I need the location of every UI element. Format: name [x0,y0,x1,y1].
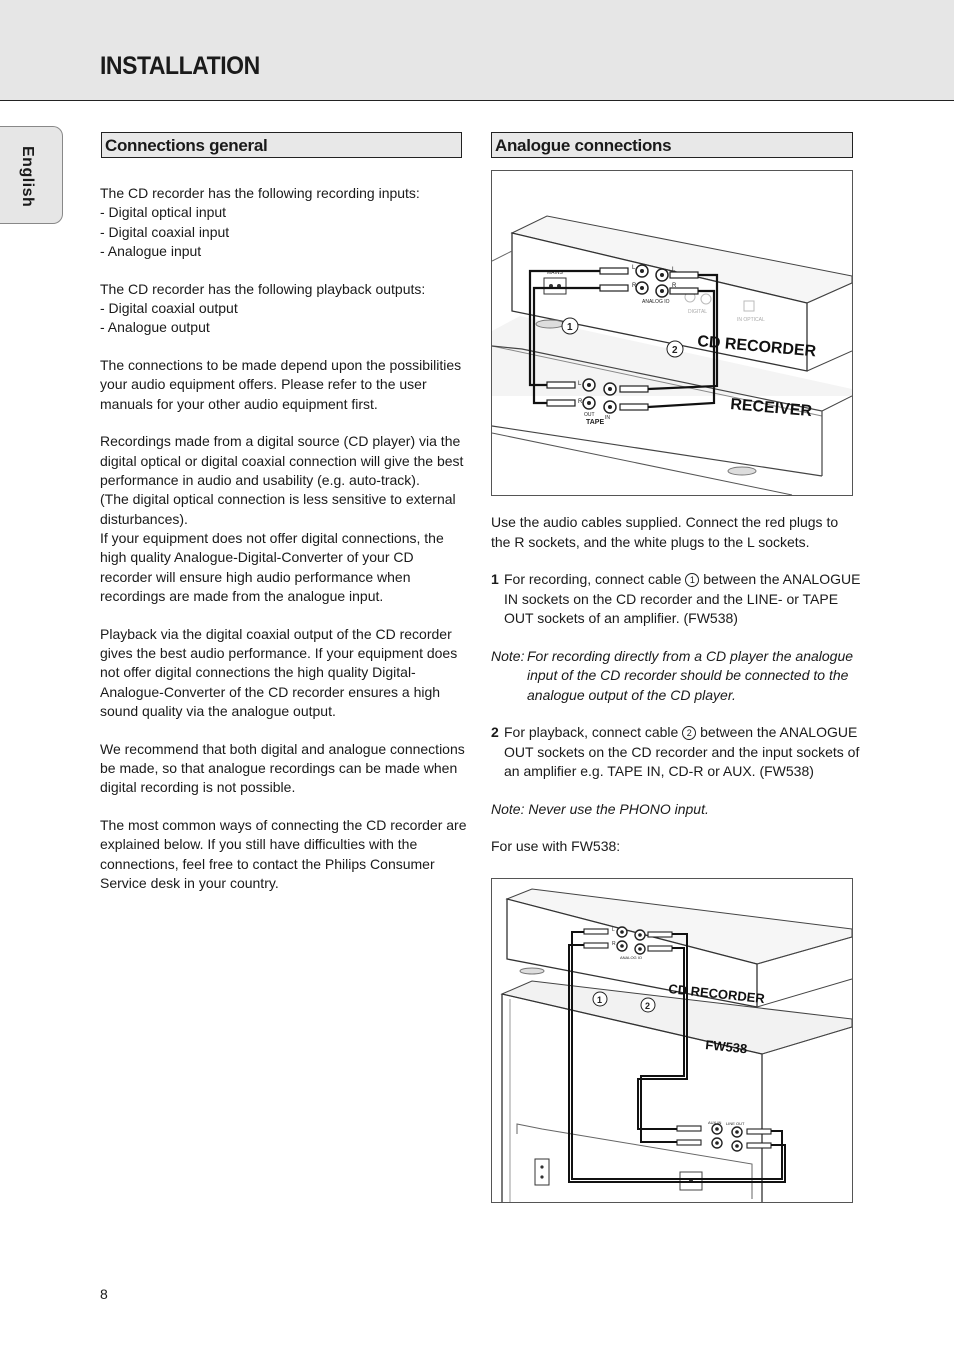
header-band [0,0,954,101]
paragraph-playback-digital: Playback via the digital coaxial output of the CD recorder gives the best audio performance. If your equipment does not offer digital connections the high quality Digital-Analogue-Converter of the CD recorder ensures a high sound quality via the analogue output. [100,625,458,719]
aux-in-label: AUX IN [708,1120,722,1125]
cable-1-label: 1 [567,322,573,333]
step-number: 1 [491,571,499,587]
svg-text:L: L [672,267,676,273]
page-number: 8 [100,1286,108,1302]
cable-2-circle: 2 [682,726,696,740]
note-analogue-input [491,647,861,706]
text-line: Recordings made from a digital source (CD player) via the digital optical or digital coaxial connection will give the best performance in audio and usability (e.g. auto-track). [100,433,464,489]
step-1 [491,570,861,629]
step-text: For playback, connect cable [504,724,683,740]
figure-cd-recorder-fw538 [491,878,853,1203]
cable-1-circle: 1 [685,573,699,587]
svg-text:R: R [578,399,583,405]
list-item: - Analogue input [100,242,202,259]
socket-label-r: R [612,941,616,947]
digital-label: DIGITAL [688,309,708,315]
socket-label-r: R [632,283,637,289]
page-title: INSTALLATION [100,52,260,80]
svg-text:R: R [672,283,677,289]
socket-label-l: L [632,265,636,271]
section-heading-analogue-connections: Analogue connections [491,132,853,158]
out-label: OUT [584,412,595,418]
step-text: between the ANALOGUE IN sockets on the CD recorder and the LINE- or TAPE OUT sockets of an amplifier. (FW538) [504,571,861,626]
socket-label-l: L [612,927,615,933]
cable-1-label: 1 [597,995,603,1005]
step-2 [491,723,861,782]
fw538-caption: For use with FW538: [491,838,621,854]
left-column-text [100,184,468,893]
text-line: The CD recorder has the following playback outputs: [100,280,426,297]
paragraph-playback-outputs [100,280,468,338]
paragraph-intro: Use the audio cables supplied. Connect the red plugs to the R sockets, and the white plugs to the L sockets. [491,514,839,550]
list-item: - Analogue output [100,319,210,336]
text-line: (The digital optical connection is less sensitive to external disturbances). [100,491,456,527]
list-item: - Digital coaxial input [100,223,230,240]
paragraph-digital-source [100,432,468,606]
section-heading-connections-general: Connections general [101,132,462,158]
fw538-label: FW538 [704,1037,748,1057]
paragraph-possibilities: The connections to be made depend upon the possibilities your audio equipment offers. Please refer to the user manuals for your other audio equipment first. [100,357,462,412]
note-label: Note: [491,647,525,664]
svg-text:L: L [578,381,582,387]
right-column-text [491,513,861,857]
step-text: between the ANALOGUE OUT sockets on the CD recorder and the input sockets of an amplifier e.g. TAPE IN, CD-R or AUX. (FW538) [504,724,860,779]
cable-2-label: 2 [672,345,678,356]
cable-2-label: 2 [645,1001,651,1011]
analog-io-label: ANALOG IO [642,299,670,305]
paragraph-common-ways: The most common ways of connecting the CD recorder are explained below. If you still have difficulties with the connections, feel free to contact the Philips Consumer Service desk in your country. [100,817,467,891]
list-item: - Digital coaxial output [100,299,238,316]
list-item: - Digital optical input [100,204,227,221]
cd-recorder-label: CD RECORDER [696,333,817,361]
receiver-label: RECEIVER [729,396,813,421]
in-label: IN [605,415,610,421]
text-line: The CD recorder has the following recording inputs: [100,185,420,201]
text-line: If your equipment does not offer digital connections, the high quality Analogue-Digital-Converter of your CD recorder will ensure high audio performance when recordings are made from the analogue input. [100,529,444,604]
tape-label: TAPE [586,419,605,426]
line-out-label: LINE OUT [726,1121,745,1126]
note-phono: Note: Never use the PHONO input. [491,800,709,817]
analog-io-label: ANALOG IO [620,955,643,960]
cd-recorder-label: CD RECORDER [667,981,766,1007]
paragraph-recording-inputs [100,184,468,261]
connection-diagram-fw538 [492,879,852,1202]
mains-label: MAINS [547,270,563,276]
figure-cd-recorder-receiver [491,170,853,496]
step-text: For recording, connect cable [504,571,686,587]
optical-label: IN OPTICAL [737,317,765,323]
paragraph-recommend: We recommend that both digital and analogue connections be made, so that analogue recordings can be made when digital recording is not possible. [100,740,465,796]
language-tab-label: English [19,146,36,208]
connection-diagram-receiver [492,171,852,495]
note-text: For recording directly from a CD player the analogue input of the CD recorder should be connected to the analogue output of the CD player. [527,647,854,703]
step-number: 2 [491,724,499,740]
